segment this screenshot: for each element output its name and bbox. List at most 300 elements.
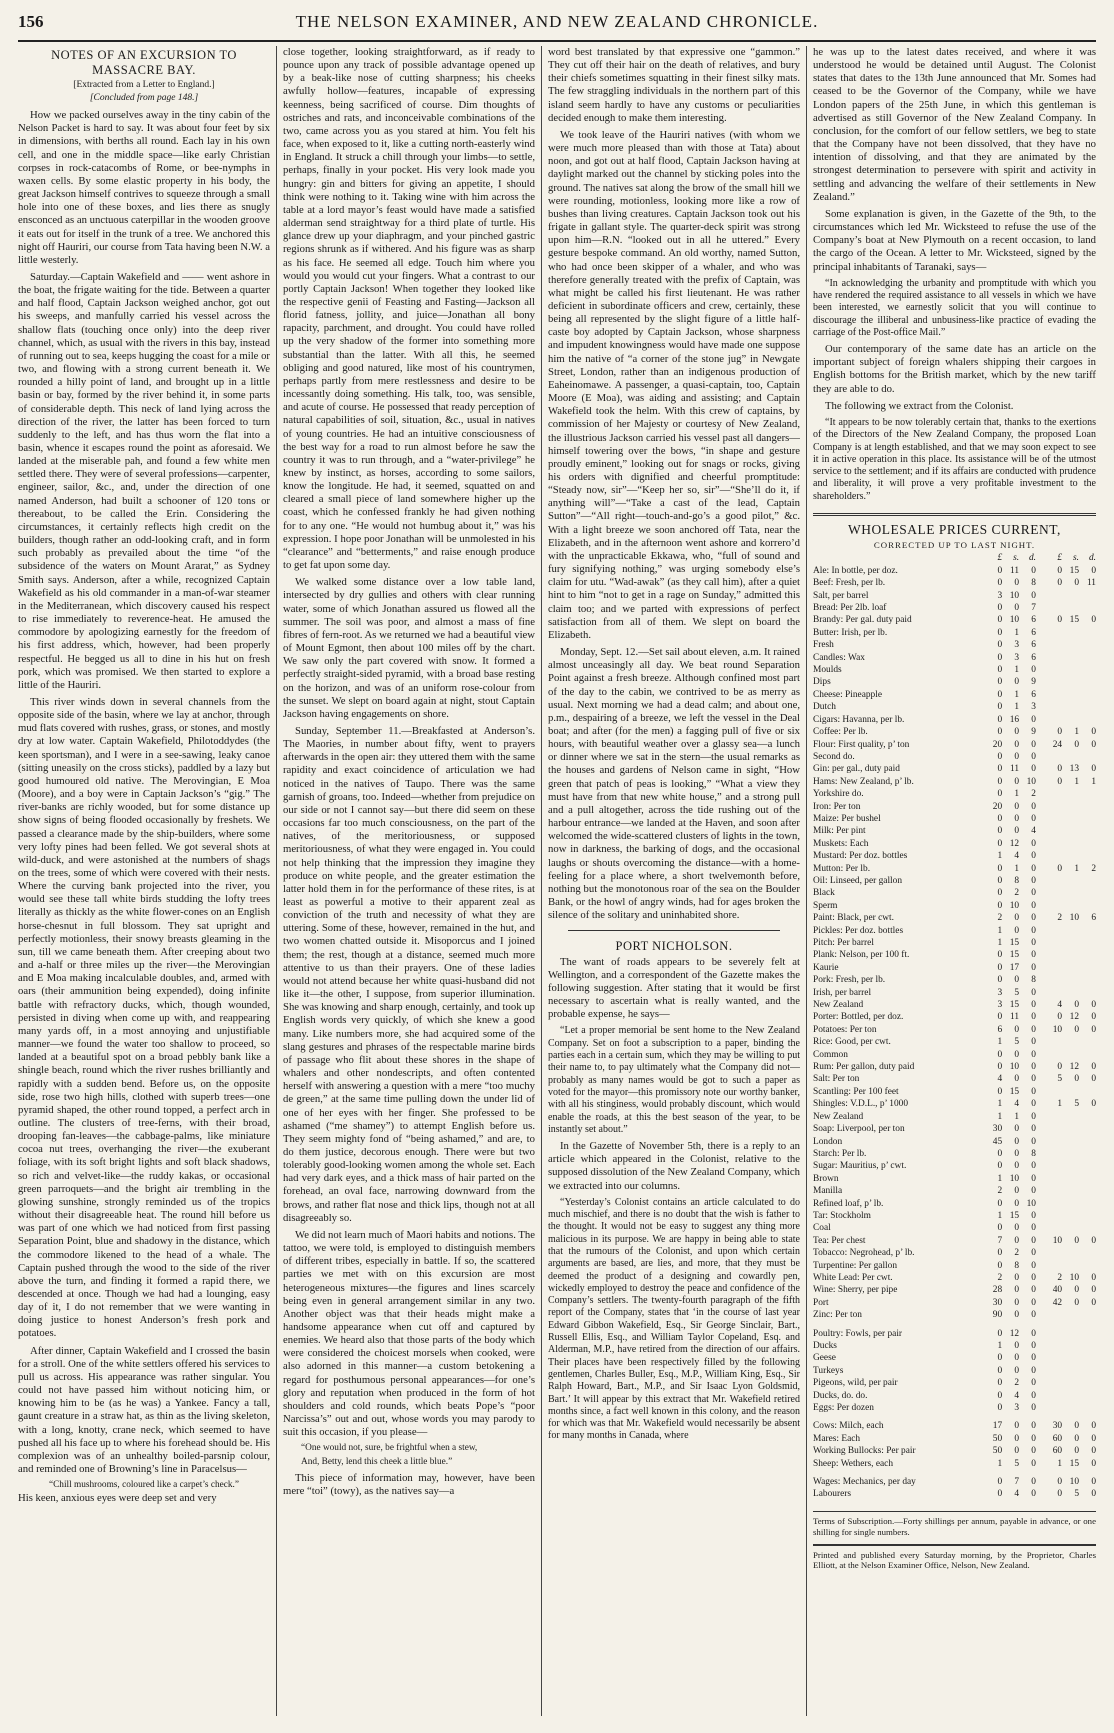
price-value (1062, 1309, 1079, 1321)
price-item: Candles: Wax (813, 652, 865, 663)
price-value: 0 (997, 764, 1003, 775)
price-value: 1 (1057, 1458, 1063, 1469)
price-value: 0 (1014, 1198, 1020, 1209)
price-value: 1 (1074, 863, 1080, 874)
price-value (1062, 676, 1079, 688)
price-row (813, 590, 1096, 602)
price-item: Brandy: Per gal. duty paid (813, 615, 912, 626)
price-value: 0 (1014, 578, 1020, 589)
price-value (1062, 1049, 1079, 1061)
price-value: 0 (1014, 1446, 1020, 1457)
paragraph: His keen, anxious eyes were deep set and very (18, 1491, 217, 1504)
price-value (1045, 825, 1062, 837)
price-value (1062, 813, 1079, 825)
price-item: Butter: Irish, per lb. (813, 627, 888, 638)
price-value (1045, 1328, 1062, 1340)
price-row (813, 1402, 1096, 1414)
price-row (813, 925, 1096, 937)
column-1 (18, 46, 270, 1718)
price-item: Paint: Black, per cwt. (813, 913, 894, 924)
price-value: 13 (1069, 764, 1080, 775)
price-value: 1 (1014, 702, 1020, 713)
price-value (1079, 602, 1096, 614)
price-value: 0 (1031, 1477, 1036, 1488)
price-value: 0 (1091, 1446, 1096, 1457)
price-value (1045, 838, 1062, 850)
price-value: 15 (1009, 1086, 1020, 1097)
price-item: Rum: Per gallon, duty paid (813, 1062, 915, 1073)
price-item: Beef: Fresh, per lb. (813, 578, 886, 589)
price-value: 0 (1031, 950, 1036, 961)
price-value: 3 (1031, 702, 1036, 713)
price-value: 1 (1074, 727, 1080, 738)
price-value (1062, 788, 1079, 800)
price-value (1079, 1123, 1096, 1135)
price-value: 0 (1014, 603, 1020, 614)
price-gap (1036, 602, 1045, 614)
price-gap (1036, 925, 1045, 937)
price-value: 0 (1091, 1074, 1096, 1085)
price-value: 6 (1031, 615, 1036, 626)
price-value (1079, 1352, 1096, 1364)
price-value: 0 (997, 627, 1003, 638)
price-value: 0 (997, 962, 1003, 973)
price-value: 0 (1031, 938, 1036, 948)
column-rule (541, 46, 542, 1716)
price-value (1045, 1340, 1062, 1352)
price-value (1045, 1049, 1062, 1061)
column-3 (548, 46, 800, 1718)
price-value: 15 (1069, 615, 1080, 626)
price-item: Potatoes: Per ton (813, 1024, 877, 1035)
price-value (1062, 949, 1079, 961)
price-value: 0 (1031, 1012, 1036, 1023)
price-value (1045, 1111, 1062, 1123)
price-value: 0 (1031, 1378, 1036, 1389)
price-item: Poultry: Fowls, per pair (813, 1328, 903, 1339)
price-value: 0 (1031, 1161, 1036, 1172)
price-value: 0 (1014, 1024, 1020, 1035)
price-item: Plank: Nelson, per 100 ft. (813, 950, 910, 961)
price-value: 0 (1091, 1012, 1096, 1023)
paragraph: he was up to the latest dates received, and where it was understood he would be detained until August. The Colonist states that dates to the 13th June announced that Mr. Somes had ceased to be the Governor of the Company, while we have London papers of the 25th June, in which this gentleman is advertised as still Governor of the New Zealand Company. In conclusion, for the comfort of our fellow settlers, we beg to state that the Company have not been dissolved, that they have no intention of dissolving, and that they are animated by the strongest determination to persevere with spirit and activity in settling and advancing the welfare of their settlements in New Zealand.” (813, 46, 1096, 203)
price-value (1079, 1049, 1096, 1061)
price-value: 0 (1031, 1489, 1036, 1500)
price-gap (1036, 714, 1045, 726)
price-row (813, 565, 1096, 577)
price-value (1045, 751, 1062, 763)
price-gap (1036, 1235, 1045, 1247)
price-gap (1036, 825, 1045, 837)
price-value (1062, 1365, 1079, 1377)
price-value (1079, 1036, 1096, 1048)
price-value (1062, 900, 1079, 912)
price-value: 30 (992, 1124, 1003, 1135)
price-value: 7 (1031, 603, 1036, 614)
price-value: 0 (997, 1477, 1003, 1488)
price-value: 1 (1074, 776, 1080, 787)
price-value: 7 (1014, 1477, 1020, 1488)
price-value: 0 (1074, 1074, 1080, 1085)
price-value: 1 (1057, 1099, 1063, 1110)
price-value: 0 (1091, 1099, 1096, 1110)
price-value: 10 (1009, 615, 1020, 626)
price-value: 0 (997, 875, 1003, 886)
price-item: Common (813, 1049, 848, 1060)
price-value: 0 (1091, 1433, 1096, 1444)
price-row (813, 577, 1096, 589)
price-value: 5 (1057, 1074, 1063, 1085)
price-value: 0 (1091, 727, 1096, 738)
price-item: Brown (813, 1173, 839, 1184)
paragraph: close together, looking straightforward, as if ready to pounce upon any track of possible advantage opened up by a beak-like nose of cutting sharpness; his cheeks awfully hollow—features, incapable of expressing keenness, being sacrificed of course. Dim thoughts of ostriches and rats, and inconceivable combinations of the two, came across you as you stared at him. You felt his face, when exposed to it, like a cutting north-easterly wind in England. It struck a chill through your limbs—to settle, perhaps, finally in your pocket. His very look made you hungry: gin and bitters for giving an appetite, I should think were nothing to it. Taking wine with him across the table at a lord mayor’s feast would have made a satisfied alderman send straightway for a third plate of turtle. His glance drew up your diaphragm, and your pinched gastric regions shrunk as if withered. And his figure was as sharp as his face. He seemed all edge. Touch him where you would you would cut your fingers. What a contrast to our portly Captain Jackson! When together they looked like the respective genii of Feasting and Fasting—Jackson all florid fatness, jollity, and juice—Jonathan all bony rapacity, parchment, and drought. You could have rolled up the very shadow of the former into something more substantial than the latter. With all this, he seemed obliging and good natured, like most of his countrymen, perhaps partly from mere restlessness and desire to be incessantly doing something. His talk, too, was sensible, and acute of course. He possessed that ready perception of natural capabilities of soil, situation, &c., usual in natives of young countries. He had an intuitive consciousness of the best way for a road to run almost before he saw the country it was to run through, and a “water-privilege” he knew by instinct, as horses, according to some sailors, know the longitude. He had, it seemed, squatted on and cleared a small piece of land somewhere higher up the coast, which he confessed frankly he had given nothing for to any one. “He would not humbug about it,” was his expression. I hope poor Jonathan will be unmolested in his “clearance” and “betterments,” and raise enough produce to get fat upon some day. (283, 46, 535, 572)
price-gap (1036, 1433, 1045, 1445)
price-item: Pickles: Per doz. bottles (813, 925, 904, 936)
price-value: 2 (997, 1272, 1003, 1283)
price-value: 0 (997, 727, 1003, 738)
price-value: 1 (997, 1210, 1003, 1221)
price-gap (1036, 962, 1045, 974)
price-item: Salt, per barrel (813, 590, 869, 601)
column-rule (806, 46, 807, 1716)
price-value: 1 (1014, 627, 1020, 638)
price-value: 0 (997, 702, 1003, 713)
price-value: 0 (1091, 1458, 1096, 1469)
price-value: 0 (1014, 727, 1020, 738)
price-value: 9 (1031, 727, 1036, 738)
price-gap (1036, 689, 1045, 701)
price-value: 0 (997, 615, 1003, 626)
price-value: 3 (997, 1000, 1003, 1011)
price-value (1062, 1377, 1079, 1389)
price-item: Dips (813, 677, 831, 688)
price-value (1062, 602, 1079, 614)
price-value: 16 (1009, 714, 1020, 725)
price-value (1045, 590, 1062, 602)
price-gap (1036, 875, 1045, 887)
price-value (1079, 1260, 1096, 1272)
price-row (813, 850, 1096, 862)
price-row (813, 1352, 1096, 1364)
price-row (813, 1328, 1096, 1340)
price-row (813, 1390, 1096, 1402)
price-value: 0 (997, 1248, 1003, 1259)
paragraph: We took leave of the Hauriri natives (with whom we were much more pleased than with those at Tata) about noon, and got out at half flood, Captain Jackson having at daylight marked out the channel by sticking poles into the ground. The natives sat along the brow of the small hill we were rounding, motionless, looking more like a row of bushes than living creatures. Captain Jackson took out his frigate in gallant style. The quarter-deck spirit was strong upon him—R.N. “looked out in all he uttered.” Every gesture bespoke command. An old worthy, named Sutton, who had once been skipper of a whaler, and who was therefore generally treated with the prefix of Captain, was what might be called his first lieutenant. He was rather deficient in subordinate officers and crew, certainly, these being all represented by the slight figure of a little half-caste boy adopted by Captain Jackson, whose sharpness and impudent knowingness would have made one suppose him the native of “a corner of the stone jug” in Newgate Street, London, rather than an indigenous production of Eaheinomawe. A passenger, a quasi-captain, too, Captain Moore (E Moa), was aiding and assisting; and Captain Wakefield took the helm. With this crew of captains, by commission of her Majesty or courtesy of New Zealand, the illustrious Jackson carried his vessel past all dangers—himself towering over the bows, “in shape and gesture proudly eminent,” looking out for snags or rocks, giving his orders with dignified and cheerful promptitude: “Steady now, sir”—“Keep her so, sir”—“She’ll do it, if anything will”—“Take a cast of the lead, Captain Sutton”—“All right—touch-and-go’s a good pilot,” &c. With a light breeze we soon anchored off Tata, near the Elizabeth, and in the afternoon went ashore and korrero’d with the unpracticable Ekkawa, who, “full of sound and fury signifying nothing,” was urging somebody else’s claim for utu. “Wad-awak” (as they call him), after a quiet hint to him “not to get in a rage on Sunday,” admitted this claim too; and we parted with expressions of perfect satisfaction from all of them. We slept on board the Elizabeth. (548, 128, 800, 641)
price-gap (1036, 1309, 1045, 1321)
price-value: 0 (1091, 1285, 1096, 1296)
price-value (1079, 788, 1096, 800)
price-row (813, 1340, 1096, 1352)
price-gap (1036, 1061, 1045, 1073)
price-value (1079, 937, 1096, 949)
price-value: 0 (1031, 1186, 1036, 1197)
price-value (1045, 1086, 1062, 1098)
price-value (1062, 974, 1079, 986)
price-value: 0 (1091, 1062, 1096, 1073)
price-value: 5 (1014, 1037, 1020, 1048)
price-value: 6 (997, 1024, 1003, 1035)
price-item: Working Bullocks: Per pair (813, 1446, 916, 1457)
price-value: 0 (997, 603, 1003, 614)
price-value: 20 (992, 739, 1003, 750)
price-value: 0 (1057, 578, 1063, 589)
paragraph: In the Gazette of November 5th, there is a reply to an article which appeared in the Colonist, relative to the supposed dissolution of the New Zealand Company, which we extracted into our columns. (548, 1140, 800, 1192)
price-row (813, 1297, 1096, 1309)
paragraph: This piece of information may, however, have been mere “toi” (towy), as the natives say—a (283, 1472, 535, 1498)
price-gap (1036, 701, 1045, 713)
newspaper-title: THE NELSON EXAMINER, AND NEW ZEALAND CHRONICLE. (295, 12, 819, 31)
price-value: 3 (997, 590, 1003, 601)
price-value (1079, 1160, 1096, 1172)
price-value: 5 (1014, 1458, 1020, 1469)
price-value: 0 (1031, 1223, 1036, 1234)
price-value (1062, 590, 1079, 602)
price-gap (1036, 1260, 1045, 1272)
price-value (1062, 701, 1079, 713)
column-4 (813, 46, 1096, 1718)
price-value (1079, 1222, 1096, 1234)
price-value: 0 (1031, 1446, 1036, 1457)
price-value: 10 (1009, 590, 1020, 601)
price-value: 0 (997, 714, 1003, 725)
price-value: 0 (1074, 1433, 1080, 1444)
price-gap (1036, 1198, 1045, 1210)
price-value (1045, 664, 1062, 676)
price-value: 8 (1031, 578, 1036, 589)
price-value (1062, 937, 1079, 949)
price-row (813, 1284, 1096, 1296)
paragraph: We did not learn much of Maori habits and notions. The tattoo, we were told, is employed to distinguish members of different tribes, especially in battle. If so, the scattered parties we met with on this excursion are most heterogeneous mixtures—the figures and lines scarcely being even in general arrangement similar in any two. Another object was that their heads might make a handsome appearance when cut off and captured by enemies. We heard also that those parts of the body which were considered the choicest morsels when cooked, were also adorned in this manner—a custom betokening a regard for posthumous personal appearances—for one’s glory and reputation when produced in the form of hot shoulders and cold rounds, which beats Pope’s “poor Narcissa’s” out and out, whose words you may parody to suit this occasion, if you please— (283, 1228, 535, 1439)
price-value (1062, 1123, 1079, 1135)
price-item: Muskets: Each (813, 838, 869, 849)
price-gap (1036, 1365, 1045, 1377)
price-value: 0 (1031, 1421, 1036, 1432)
price-value (1045, 1402, 1062, 1414)
price-value (1062, 1340, 1079, 1352)
price-value (1079, 676, 1096, 688)
price-value: 0 (1074, 1297, 1080, 1308)
price-value: 4 (1057, 1000, 1063, 1011)
price-value: 8 (1014, 1260, 1020, 1271)
price-value: 15 (1009, 938, 1020, 948)
price-item: Starch: Per lb. (813, 1148, 867, 1159)
price-value: 10 (1069, 1477, 1080, 1488)
price-value (1079, 925, 1096, 937)
price-value: 0 (1091, 739, 1096, 750)
price-row (813, 763, 1096, 775)
article-subheading: [Extracted from a Letter to England.] (73, 79, 215, 90)
price-value: 0 (1014, 1186, 1020, 1197)
price-value: 0 (1057, 1062, 1063, 1073)
article-heading: NOTES OF AN EXCURSION TO MASSACRE BAY. (51, 48, 237, 78)
price-value: 2 (1031, 789, 1036, 800)
price-gap (1036, 1222, 1045, 1234)
price-gap (1036, 1210, 1045, 1222)
price-gap (1036, 1390, 1045, 1402)
price-value (1079, 962, 1096, 974)
price-row (813, 863, 1096, 875)
price-item: Milk: Per pint (813, 826, 866, 837)
price-value (1079, 1340, 1096, 1352)
price-value: 0 (1031, 1062, 1036, 1073)
price-gap (1036, 999, 1045, 1011)
price-value (1045, 627, 1062, 639)
price-value: 1 (997, 1037, 1003, 1048)
price-item: Sperm (813, 900, 838, 911)
price-gap (1036, 1340, 1045, 1352)
price-value (1062, 1222, 1079, 1234)
price-gap (1036, 1098, 1045, 1110)
price-rows (813, 565, 1096, 1322)
price-row (813, 974, 1096, 986)
price-value: 2 (997, 1186, 1003, 1197)
price-value: 0 (1014, 1161, 1020, 1172)
price-value: 0 (1031, 1248, 1036, 1259)
price-value (1045, 1036, 1062, 1048)
price-item: Pitch: Per barrel (813, 938, 874, 948)
price-value (1062, 1160, 1079, 1172)
price-value (1045, 676, 1062, 688)
price-value (1079, 751, 1096, 763)
price-value (1079, 1111, 1096, 1123)
price-row (813, 825, 1096, 837)
price-gap (1036, 801, 1045, 813)
price-item: Yorkshire do. (813, 789, 864, 800)
price-item: Turpentine: Per gallon (813, 1260, 898, 1271)
paragraph: Some explanation is given, in the Gazette of the 9th, to the circumstances which led Mr. Wicksteed to refuse the use of the Company’s boat at New Plymouth on a recent occasion, to land the cargo of the Ocean. A letter to Mr. Wicksteed, signed by the principal inhabitants of Taranaki, says— (813, 207, 1096, 273)
price-value: 3 (1014, 1403, 1020, 1414)
price-gap (1036, 1160, 1045, 1172)
price-table-header (813, 552, 1096, 564)
price-row (813, 912, 1096, 924)
price-value (1045, 652, 1062, 664)
price-value: 60 (1052, 1446, 1063, 1457)
price-gap (1036, 987, 1045, 999)
price-value: 0 (997, 1012, 1003, 1023)
price-row (813, 1210, 1096, 1222)
price-item: Mares: Each (813, 1433, 861, 1444)
price-value: 0 (1031, 900, 1036, 911)
price-value: 0 (997, 1489, 1003, 1500)
price-value (1079, 1136, 1096, 1148)
price-item: Soap: Liverpool, per ton (813, 1124, 905, 1135)
price-gap (1036, 1402, 1045, 1414)
price-value: 6 (1031, 652, 1036, 663)
price-value: 4 (997, 1074, 1003, 1085)
price-value (1045, 1123, 1062, 1135)
price-row (813, 1365, 1096, 1377)
price-gap (1036, 974, 1045, 986)
price-value: 0 (997, 863, 1003, 874)
price-value (1045, 689, 1062, 701)
currency-header: d. (1088, 553, 1096, 564)
price-value: 0 (1031, 1124, 1036, 1135)
price-value: 0 (997, 1260, 1003, 1271)
price-item: Mutton: Per lb. (813, 863, 871, 874)
price-gap (1036, 739, 1045, 751)
price-value (1062, 714, 1079, 726)
price-value (1062, 1390, 1079, 1402)
price-value: 0 (1014, 751, 1020, 762)
price-value: 0 (1031, 1037, 1036, 1048)
price-value: 0 (997, 789, 1003, 800)
price-row (813, 689, 1096, 701)
price-row (813, 962, 1096, 974)
price-value: 7 (997, 1235, 1003, 1246)
price-value (1062, 875, 1079, 887)
price-row (813, 1049, 1096, 1061)
price-row (813, 1185, 1096, 1197)
price-value: 0 (1031, 838, 1036, 849)
price-value: 10 (1026, 1198, 1036, 1209)
price-item: New Zealand (813, 1111, 864, 1122)
price-value: 50 (992, 1433, 1003, 1444)
price-value (1079, 1365, 1096, 1377)
price-value: 0 (1031, 1074, 1036, 1085)
price-value: 0 (1031, 714, 1036, 725)
price-value (1079, 714, 1096, 726)
price-value: 0 (1014, 776, 1020, 787)
price-value: 0 (1074, 1285, 1080, 1296)
price-row (813, 1098, 1096, 1110)
price-row (813, 1260, 1096, 1272)
price-value (1079, 652, 1096, 664)
price-value: 2 (997, 913, 1003, 924)
price-value (1062, 1086, 1079, 1098)
price-value: 0 (1031, 1433, 1036, 1444)
paragraph: We walked some distance over a low table land, intersected by dry gullies and others with clear running water, some of which Jonathan assured us flowed all the summer. The soil was poor, and almost a mass of fine fibres of fern-root. As we returned we had a beautiful view of Mount Egmont, then about 100 miles off by the chart. We saw only the part covered with snow. It formed a perfectly straight-sided pyramid, with a broad base resting on the horizon, and was of an uniform rose-colour from the sunset. We slept on board again at night, stout Captain Jackson having engagements on shore. (283, 576, 535, 720)
price-row (813, 1458, 1096, 1470)
price-value (1045, 801, 1062, 813)
price-value: 0 (1031, 1210, 1036, 1221)
price-value: 4 (1031, 826, 1036, 837)
price-value: 0 (1031, 913, 1036, 924)
price-value: 1 (1014, 689, 1020, 700)
price-value: 11 (1010, 565, 1020, 576)
column-2 (283, 46, 535, 1718)
price-gap (1036, 627, 1045, 639)
price-value: 0 (1031, 1341, 1036, 1351)
price-value: 0 (1031, 739, 1036, 750)
price-value: 5 (1074, 1489, 1080, 1500)
price-value: 0 (1031, 1235, 1036, 1246)
price-row (813, 1173, 1096, 1185)
price-value (1062, 689, 1079, 701)
price-value: 4 (1014, 851, 1020, 862)
price-item: Eggs: Per dozen (813, 1403, 874, 1414)
price-value: 10 (1009, 1173, 1020, 1184)
price-value: 0 (1031, 1403, 1036, 1414)
price-value: 11 (1086, 578, 1096, 589)
price-gap (1036, 1476, 1045, 1488)
price-value (1079, 801, 1096, 813)
price-value: 0 (1031, 1285, 1036, 1296)
price-gap (1036, 1284, 1045, 1296)
price-row (813, 602, 1096, 614)
price-value: 3 (1014, 640, 1020, 651)
price-value: 0 (997, 1161, 1003, 1172)
price-value (1045, 1185, 1062, 1197)
price-item: Sheep: Wethers, each (813, 1458, 894, 1469)
price-value: 0 (1014, 1074, 1020, 1085)
price-gap (1036, 1024, 1045, 1036)
section-heading: PORT NICHOLSON. (615, 939, 733, 954)
price-value (1045, 1309, 1062, 1321)
price-item: Ducks (813, 1341, 837, 1351)
price-row (813, 1036, 1096, 1048)
price-value (1079, 875, 1096, 887)
masthead (18, 8, 1096, 42)
